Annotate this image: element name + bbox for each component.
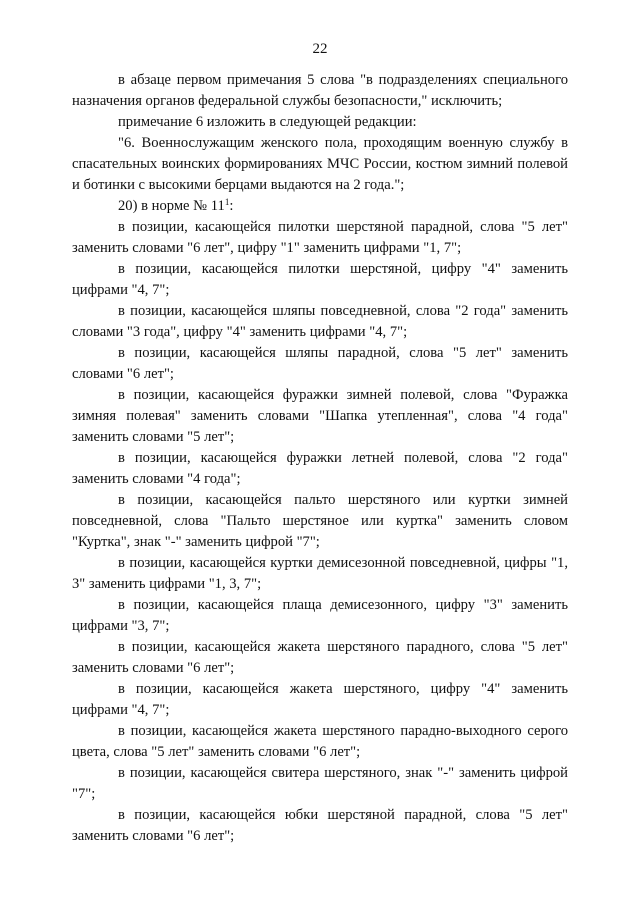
page-number: 22 [312,41,328,57]
norm-item-prefix: 20) в норме № 11 [118,198,225,214]
document-body [72,70,568,847]
paragraph: в позиции, касающейся жакета шерстяного парадного, слова "5 лет" заменить словами "6 лет"; [72,639,568,676]
paragraph: в позиции, касающейся жакета шерстяного парадно-выходного серого цвета, слова "5 лет" заменить словами "6 лет"; [72,723,568,760]
paragraph: в позиции, касающейся шляпы парадной, слова "5 лет" заменить словами "6 лет"; [72,345,568,382]
footnote-marker: 1 [224,197,230,207]
paragraph: в позиции, касающейся куртки демисезонной повседневной, цифры "1, 3" заменить цифрами "1, 3, 7"; [72,555,568,592]
paragraph: в позиции, касающейся юбки шерстяной парадной, слова "5 лет" заменить словами "6 лет"; [72,807,568,844]
paragraph: в позиции, касающейся пальто шерстяного или куртки зимней повседневной, слова "Пальто шерстяное или куртка" заменить словом "Куртка", знак "-" заменить цифрой "7"; [72,492,568,550]
paragraph: в позиции, касающейся фуражки летней полевой, слова "2 года" заменить словами "4 года"; [72,450,568,487]
paragraph: "6. Военнослужащим женского пола, проходящим военную службу в спасательных воинских формированиях МЧС России, костюм зимний полевой и ботинки с высокими берцами выдаются на 2 года."; [72,135,568,193]
paragraph: в позиции, касающейся жакета шерстяного, цифру "4" заменить цифрами "4, 7"; [72,681,568,718]
norm-item-suffix: : [229,198,234,214]
paragraph: в позиции, касающейся пилотки шерстяной, цифру "4" заменить цифрами "4, 7"; [72,261,568,298]
paragraph: примечание 6 изложить в следующей редакции: [118,114,417,130]
paragraph: в позиции, касающейся фуражки зимней полевой, слова "Фуражка зимняя полевая" заменить словами "Шапка утепленная", слова "4 года" заменить словами "5 лет"; [72,387,568,445]
norm-item-heading [72,196,568,217]
paragraph: в позиции, касающейся свитера шерстяного, знак "-" заменить цифрой "7"; [72,765,568,802]
paragraph: в позиции, касающейся плаща демисезонного, цифру "3" заменить цифрами "3, 7"; [72,597,568,634]
paragraph: в абзаце первом примечания 5 слова "в подразделениях специального назначения органов федеральной службы безопасности," исключить; [72,72,568,109]
paragraph: в позиции, касающейся шляпы повседневной, слова "2 года" заменить словами "3 года", цифру "4" заменить цифрами "4, 7"; [72,303,568,340]
paragraph: в позиции, касающейся пилотки шерстяной парадной, слова "5 лет" заменить словами "6 лет", цифру "1" заменить цифрами "1, 7"; [72,219,568,256]
